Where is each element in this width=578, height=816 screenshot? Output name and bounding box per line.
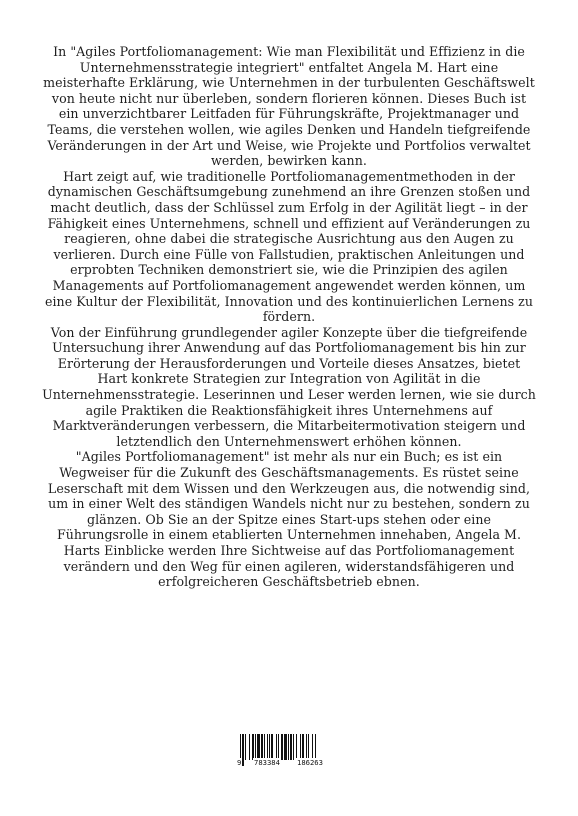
- barcode-bar: [269, 734, 270, 760]
- barcode-bar: [271, 734, 273, 760]
- barcode-bar: [300, 734, 301, 760]
- barcode-digits-left: 783384: [254, 758, 280, 767]
- back-cover-blurb: [42, 44, 536, 590]
- barcode-bar: [290, 734, 292, 760]
- isbn-barcode: [236, 734, 344, 772]
- barcode-bar: [308, 734, 309, 760]
- barcode-bar: [249, 734, 250, 760]
- barcode-bar: [261, 734, 263, 760]
- barcode-bar: [264, 734, 265, 760]
- barcode-bar: [306, 734, 307, 760]
- blurb-paragraph-4: "Agiles Portfoliomanagement" ist mehr als nur ein Buch; es ist ein Wegweiser für die Zukunft des Geschäftsmanagements. Es rüstet seine Leserschaft mit dem Wissen und den Werkzeugen aus, die notwendig sind, um in einer Welt des ständigen Wandels nicht nur zu bestehen, sondern zu glänzen. Ob Sie an der Spitze eines Start-ups stehen oder eine Führungsrolle in einem etablierten Unternehmen innehaben, Angela M. Harts Einblicke werden Ihre Sichtweise auf das Portfoliomanagement verändern und den Weg für einen agileren, widerstandsfähigeren und erfolgreicheren Geschäftsbetrieb ebnen.: [47, 449, 531, 590]
- barcode-bar: [293, 734, 294, 760]
- barcode-bar: [288, 734, 289, 760]
- barcode-bar: [284, 734, 287, 760]
- barcode-bar: [302, 734, 304, 760]
- barcode-bar: [296, 734, 297, 760]
- barcode-bar: [281, 734, 283, 760]
- blurb-paragraph-1: In "Agiles Portfoliomanagement: Wie man Flexibilität und Effizienz in die Unternehmensstrategie integriert" entfaltet Angela M. Hart eine meisterhafte Erklärung, wie Unternehmen in der turbulenten Geschäftswelt von heute nicht nur überleben, sondern florieren können. Dieses Buch ist ein unverzichtbarer Leitfaden für Führungskräfte, Projektmanager und Teams, die verstehen wollen, wie agiles Denken und Handeln tiefgreifende Veränderungen in der Art und Weise, wie Projekte und Portfolios verwaltet werden, bewirken kann.: [43, 44, 535, 169]
- barcode-bar: [312, 734, 313, 760]
- barcode-bar: [255, 734, 256, 760]
- barcode-bar: [267, 734, 268, 760]
- barcode-digits-right: 186263: [297, 758, 323, 767]
- barcode-bar: [276, 734, 277, 760]
- barcode-bar: [252, 734, 254, 760]
- barcode-digits: [236, 758, 344, 770]
- barcode-bar: [245, 734, 246, 760]
- barcode-bar: [257, 734, 260, 760]
- barcode-digit-first: 9: [237, 758, 242, 767]
- blurb-paragraph-2: Hart zeigt auf, wie traditionelle Portfoliomanagementmethoden in der dynamischen Geschäftsumgebung zunehmend an ihre Grenzen stoßen und macht deutlich, dass der Schlüssel zum Erfolg in der Agilität liegt – in der Fähigkeit eines Unternehmens, schnell und effizient auf Veränderungen zu reagieren, ohne dabei die strategische Ausrichtung aus den Augen zu verlieren. Durch eine Fülle von Fallstudien, praktischen Anleitungen und erprobten Techniken demonstriert sie, wie die Prinzipien des agilen Managements auf Portfoliomanagement angewendet werden können, um eine Kultur der Flexibilität, Innovation und des kontinuierlichen Lernens zu fördern.: [44, 168, 534, 325]
- blurb-paragraph-3: Von der Einführung grundlegender agiler Konzepte über die tiefgreifende Untersuchung ihrer Anwendung auf das Portfoliomanagement bis hin zur Erörterung der Herausforderungen und Vorteile dieses Ansatzes, bietet Hart konkrete Strategien zur Integration von Agilität in die Unternehmensstrategie. Leserinnen und Leser werden lernen, wie sie durch agile Praktiken die Reaktionsfähigkeit ihres Unternehmens auf Marktveränderungen verbessern, die Mitarbeitermotivation steigern und letztendlich den Unternehmenswert erhöhen können.: [42, 324, 536, 449]
